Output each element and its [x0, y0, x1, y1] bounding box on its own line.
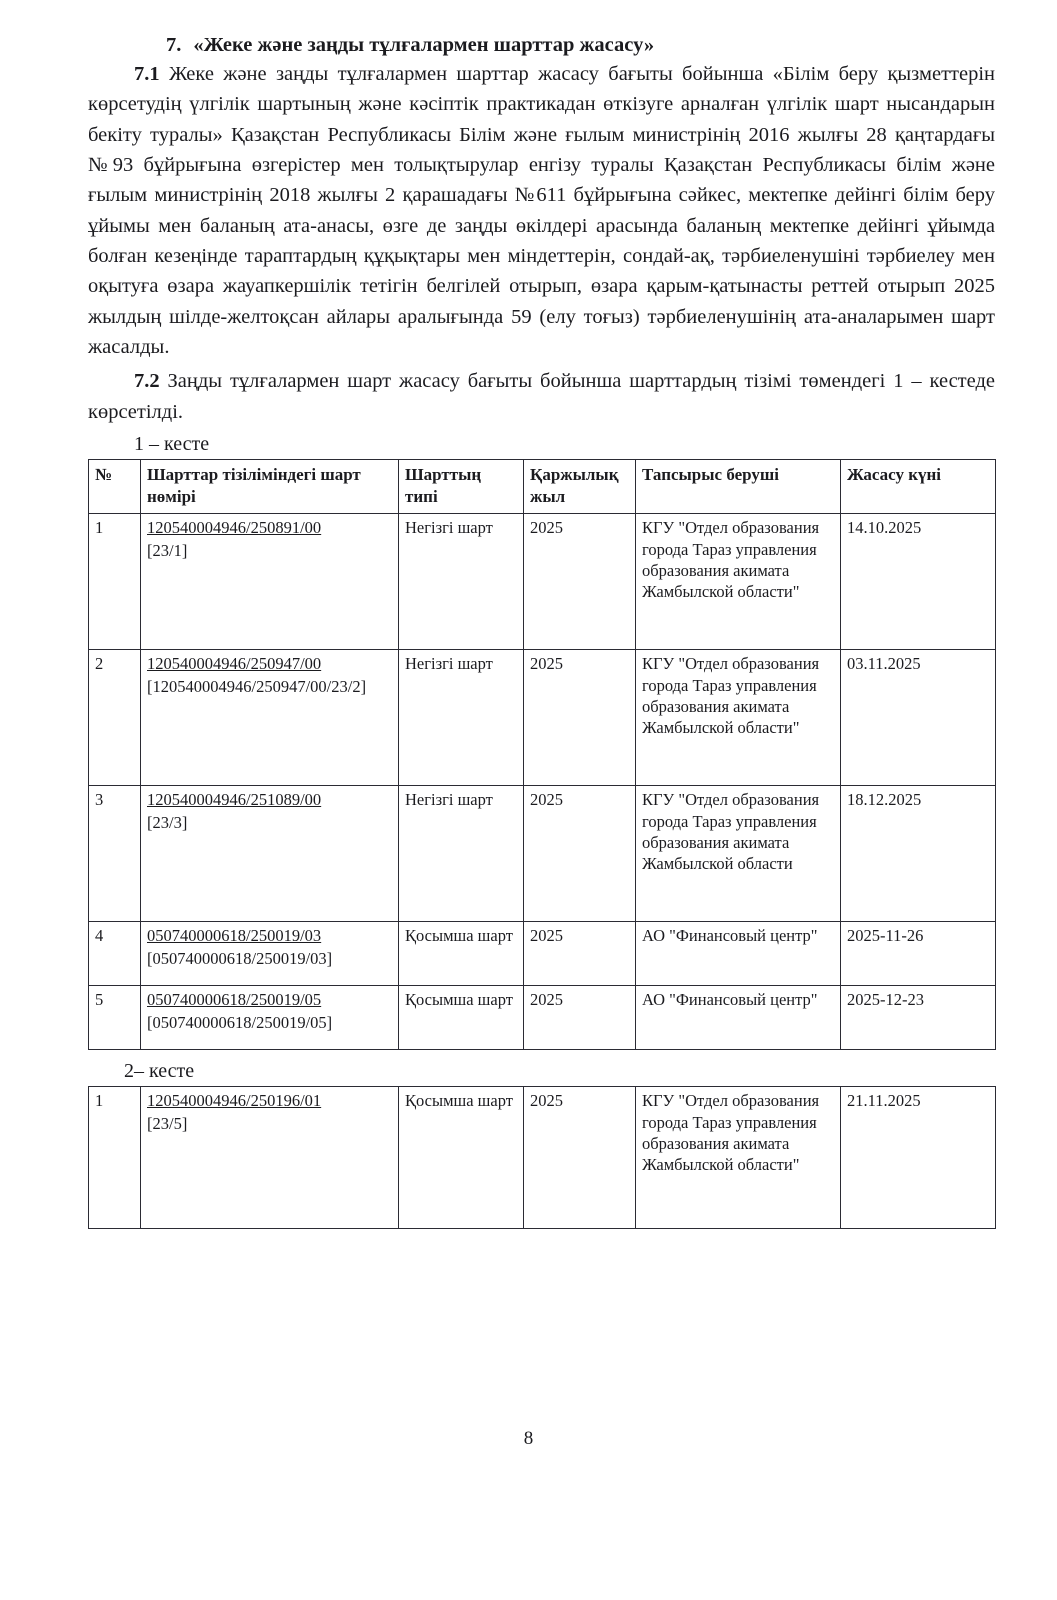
table-row: [89, 922, 996, 986]
registry-number-sub: [050740000618/250019/03]: [147, 948, 333, 968]
cell-conclusion-date: 03.11.2025: [841, 650, 996, 786]
section-number: 7.: [166, 34, 182, 56]
cell-customer: КГУ "Отдел образования города Тараз управления образования акимата Жамбылской области: [636, 786, 841, 922]
table-row: [89, 1087, 996, 1229]
cell-customer: КГУ "Отдел образования города Тараз управления образования акимата Жамбылской области": [636, 650, 841, 786]
column-header-number: №: [89, 459, 141, 513]
column-header-registry-number: Шарттар тізіліміндегі шарт нөмірі: [141, 459, 399, 513]
cell-registry-number: [141, 922, 399, 986]
cell-contract-type: Негізгі шарт: [399, 786, 524, 922]
registry-number-sub: [050740000618/250019/05]: [147, 1012, 333, 1032]
table-row: [89, 986, 996, 1050]
column-header-customer: Тапсырыс беруші: [636, 459, 841, 513]
table-header-row: [89, 459, 996, 513]
cell-number: 1: [89, 1087, 141, 1229]
registry-number-sub: [23/5]: [147, 1113, 188, 1133]
cell-contract-type: Негізгі шарт: [399, 514, 524, 650]
cell-financial-year: 2025: [524, 986, 636, 1050]
cell-conclusion-date: 2025-11-26: [841, 922, 996, 986]
table-row: [89, 786, 996, 922]
cell-financial-year: 2025: [524, 922, 636, 986]
paragraph-7-1-text: Жеке және заңды тұлғалармен шарттар жасасу бағыты бойынша «Білім беру қызметтерін көрсетудің үлгілік шартының және кәсіптік практикадан өткізуге арналған үлгілік шарт нысандарын бекіту туралы» Қазақстан Республикасы Білім және ғылым министрінің 2016 жылғы 28 қаңтардағы №93 бұйрығына өзгерістер мен толықтырулар енгізу туралы Қазақстан Республикасы білім және ғылым министрінің 2018 жылғы 2 қарашадағы №611 бұйрығына сәйкес, мектепке дейінгі білім беру ұйымы мен баланың ата-анасы, өзге де заңды өкілдері арасында баланың мектепке дейінгі ұйымда болған кезеңінде тараптардың құқықтары мен міндеттерін, сондай-ақ, тәрбиеленушіні тәрбиелеу мен оқытуға өзара жауапкершілік тетігін белгілей отырып, өзара қарым-қатынасты реттей отырып 2025 жылдың шілде-желтоқсан айлары аралығында 59 (елу тоғыз) тәрбиеленушінің ата-аналарымен шарт жасалды.: [88, 63, 995, 358]
cell-contract-type: Қосымша шарт: [399, 1087, 524, 1229]
cell-customer: АО "Финансовый центр": [636, 986, 841, 1050]
registry-number-link[interactable]: 120540004946/250947/00: [147, 654, 322, 674]
registry-number-link[interactable]: 050740000618/250019/05: [147, 990, 322, 1010]
cell-financial-year: 2025: [524, 650, 636, 786]
cell-conclusion-date: 14.10.2025: [841, 514, 996, 650]
registry-number-link[interactable]: 120540004946/250891/00: [147, 518, 322, 538]
cell-financial-year: 2025: [524, 514, 636, 650]
cell-registry-number: [141, 986, 399, 1050]
cell-registry-number: [141, 514, 399, 650]
registry-number-sub: [120540004946/250947/00/23/2]: [147, 676, 367, 696]
cell-customer: АО "Финансовый центр": [636, 922, 841, 986]
page-number: 8: [523, 1428, 534, 1449]
cell-customer: КГУ "Отдел образования города Тараз управления образования акимата Жамбылской области": [636, 1087, 841, 1229]
cell-registry-number: [141, 1087, 399, 1229]
table-one-caption: 1 – кесте: [134, 432, 210, 455]
cell-contract-type: Қосымша шарт: [399, 922, 524, 986]
cell-number: 3: [89, 786, 141, 922]
cell-number: 4: [89, 922, 141, 986]
contracts-table-one: [88, 459, 996, 1050]
registry-number-sub: [23/3]: [147, 812, 188, 832]
cell-number: 1: [89, 514, 141, 650]
registry-number-sub: [23/1]: [147, 540, 188, 560]
registry-number-link[interactable]: 050740000618/250019/03: [147, 926, 322, 946]
section-title: «Жеке және заңды тұлғалармен шарттар жасасу»: [193, 34, 655, 56]
cell-registry-number: [141, 786, 399, 922]
column-header-contract-type: Шарттың типі: [399, 459, 524, 513]
paragraph-7-1: [88, 59, 995, 362]
cell-registry-number: [141, 650, 399, 786]
table-row: [89, 650, 996, 786]
column-header-conclusion-date: Жасасу күні: [841, 459, 996, 513]
paragraph-7-1-label: 7.1: [134, 63, 160, 85]
cell-contract-type: Негізгі шарт: [399, 650, 524, 786]
section-heading: [88, 34, 995, 57]
cell-number: 2: [89, 650, 141, 786]
cell-number: 5: [89, 986, 141, 1050]
cell-financial-year: 2025: [524, 1087, 636, 1229]
table-two-caption: 2– кесте: [124, 1060, 195, 1083]
paragraph-7-2-label: 7.2: [134, 370, 160, 393]
registry-number-link[interactable]: 120540004946/250196/01: [147, 1091, 322, 1111]
cell-conclusion-date: 21.11.2025: [841, 1087, 996, 1229]
cell-conclusion-date: 18.12.2025: [841, 786, 996, 922]
contracts-table-two: [88, 1086, 996, 1229]
registry-number-link[interactable]: 120540004946/251089/00: [147, 790, 322, 810]
cell-contract-type: Қосымша шарт: [399, 986, 524, 1050]
cell-conclusion-date: 2025-12-23: [841, 986, 996, 1050]
paragraph-7-2-text: Заңды тұлғалармен шарт жасасу бағыты бойынша шарттардың тізімі төмендегі 1 – кестеде көрсетілді.: [88, 370, 995, 423]
paragraph-7-2: [88, 366, 995, 427]
table-row: [89, 514, 996, 650]
column-header-financial-year: Қаржылық жыл: [524, 459, 636, 513]
cell-financial-year: 2025: [524, 786, 636, 922]
cell-customer: КГУ "Отдел образования города Тараз управления образования акимата Жамбылской области": [636, 514, 841, 650]
